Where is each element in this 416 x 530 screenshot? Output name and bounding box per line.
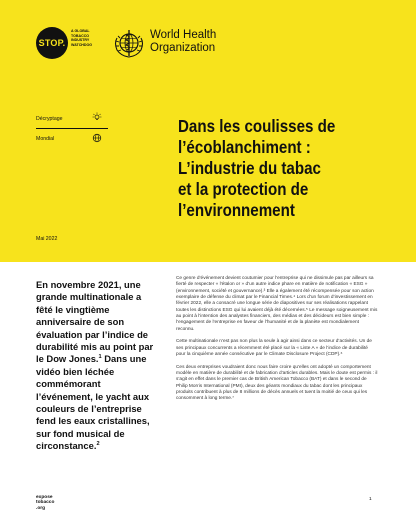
footer-brand-logo	[36, 495, 54, 511]
stop-logo	[36, 27, 68, 59]
title-line: L’industrie du tabac	[178, 158, 321, 178]
stop-tagline-line: A GLOBAL	[71, 29, 90, 33]
lead-text: En novembre 2021, une grande multinationale a fêté le vingtième anniversaire de son évaluation par l’indice de durabilité mis au point par le Dow Jones.	[36, 279, 154, 365]
stop-tagline-line: TOBACCO	[71, 33, 90, 38]
lightbulb-icon	[92, 112, 102, 122]
stop-tagline-line: WATCHDOG	[71, 42, 93, 47]
body-paragraph: Ces deux entreprises voudraient donc nous faire croire qu’elles ont adopté un comportement modèle en matière de durabilité et de fabrication d’articles durables. Mais le doute est permis : il s’agit en effet dans le premier cas de British American Tobacco (BAT) et dans le second de Philip Morris International (PMI), deux des géants mondiaux du tabac dont les principaux produits contribuent à plus de 8 millions de décès annuels et tuent la moitié de ceux qui les consomment à long terme.⁷	[176, 364, 378, 402]
stop-tagline-line: INDUSTRY	[71, 38, 90, 42]
stop-tagline	[71, 29, 109, 47]
who-name	[150, 29, 216, 55]
title-line: l’écoblanchiment :	[178, 137, 311, 157]
who-emblem-icon	[112, 26, 146, 60]
lead-paragraph	[36, 279, 158, 453]
body-column	[176, 276, 378, 409]
who-name-line: Organization	[150, 42, 216, 54]
footer-brand-line: expose	[36, 495, 53, 500]
title-line: Dans les coulisses de	[178, 116, 336, 136]
page-title	[178, 116, 350, 221]
title-line: et la protection de	[178, 179, 309, 199]
category-label: Décryptage	[36, 116, 63, 122]
stop-logo-text: STOP.	[38, 38, 66, 48]
globe-icon	[92, 133, 102, 143]
region-label: Mondial	[36, 136, 55, 142]
who-name-line: World Health	[150, 29, 217, 41]
publication-date: Mai 2022	[36, 236, 58, 242]
footer-brand-line: tobacco	[36, 500, 55, 506]
footer-brand-line: .org	[36, 505, 46, 511]
lead-text-continued: Dans une vidéo bien léchée commémorant l’événement, le yacht aux couleurs de l’entreprise fend les eaux cristallines, sur fond musical de circonstance.	[36, 353, 150, 452]
body-paragraph: Cette multinationale n’est pas non plus la seule à agir ainsi dans ce secteur d’activités. Un de ses principaux concurrents a récemment été placé sur la « Liste A » de l’indice de durabilité pour la cinquième année consécutive par le Climate Disclosure Project (CDP).⁶	[176, 339, 372, 357]
page-number: 1	[369, 497, 372, 502]
body-paragraph: Ce genre d’événement devient coutumier pour l’entreprise qui ne dissimule pas par ailleurs sa fierté de respecter « l’étalon or » d’un autre indice phare en matière de notification « ESG » (environnement, société et gouvernance).³ Elle a également été récompensée pour son action exemplaire de défense du climat par le Financial Times.⁴ Lors d’un forum d’investissement en février 2022, elle a consacré une longue série de diapositives sur ses réalisations rappelant toutes les distinctions ESG qui lui avaient déjà été décernées.⁵ Le message soigneusement mis au point à l’intention des analystes financiers, des médias et des décideurs est bien simple : l’engagement de l’entreprise en faveur de l’humanité et de la planète est mondialement reconnu.	[176, 276, 378, 332]
meta-divider	[36, 128, 108, 129]
footnote-ref[interactable]: 2	[96, 441, 100, 448]
title-line: l’environnement	[178, 200, 295, 220]
footnote-ref[interactable]: 1	[98, 354, 102, 361]
